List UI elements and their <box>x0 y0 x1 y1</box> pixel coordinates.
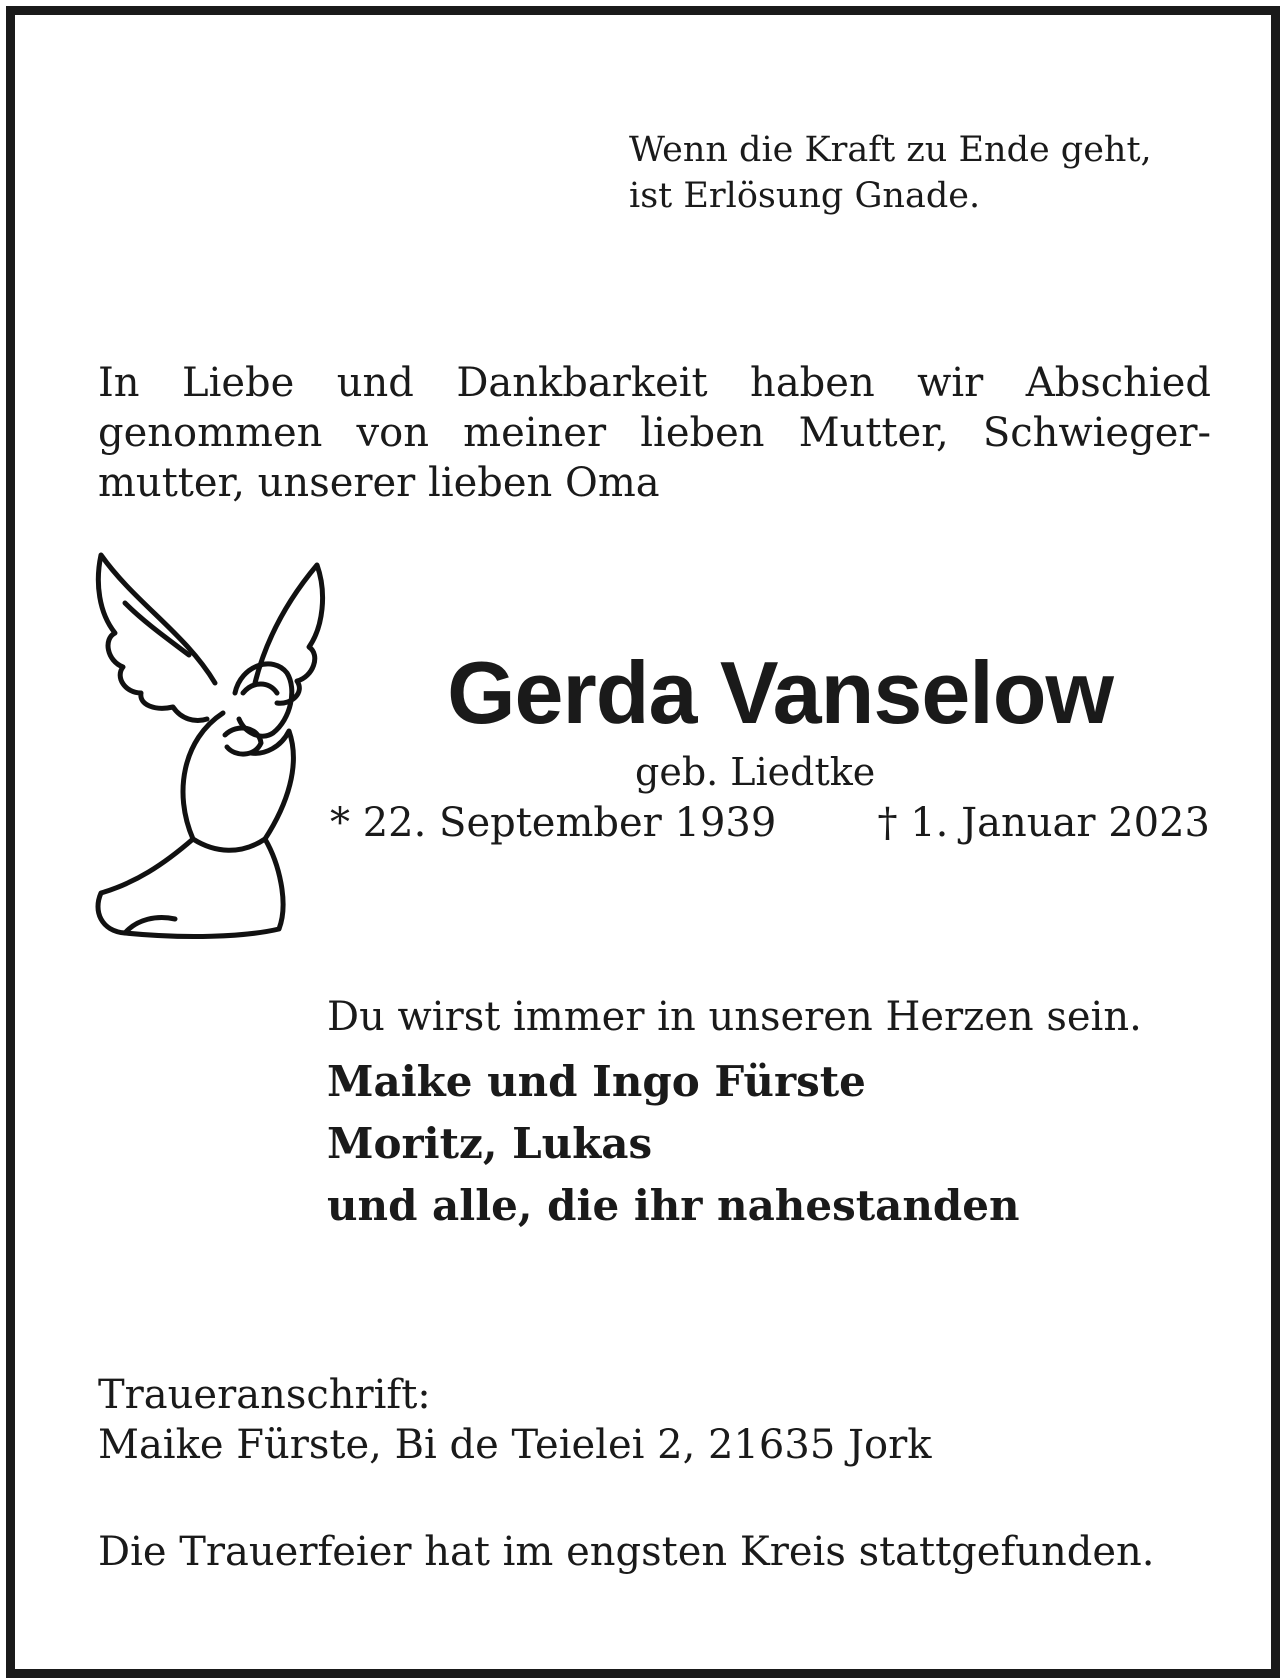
intro-line-3: mutter, unserer lieben Oma <box>98 460 660 506</box>
motto-line-2: ist Erlösung Gnade. <box>629 176 981 216</box>
intro-line-1: In Liebe und Dankbarkeit haben wir Abschied <box>98 360 1211 406</box>
mourner-line: und alle, die ihr nahestanden <box>327 1181 1020 1230</box>
motto-verse <box>629 127 1152 219</box>
deceased-name: Gerda Vanselow <box>447 643 1113 742</box>
birth-date: * 22. September 1939 <box>330 800 777 846</box>
motto-line-1: Wenn die Kraft zu Ende geht, <box>629 130 1152 170</box>
mourner-line: Moritz, Lukas <box>327 1119 653 1168</box>
closing-wish: Du wirst immer in unseren Herzen sein. <box>327 994 1142 1040</box>
address-value: Maike Fürste, Bi de Teielei 2, 21635 Jork <box>98 1422 932 1468</box>
ceremony-note: Die Trauerfeier hat im engsten Kreis stattgefunden. <box>98 1529 1155 1575</box>
mourner-line: Maike und Ingo Fürste <box>327 1057 866 1106</box>
mourning-address <box>98 1370 931 1470</box>
birth-name: geb. Liedtke <box>635 750 876 794</box>
intro-line-2: genommen von meiner lieben Mutter, Schwieger- <box>98 410 1211 456</box>
angel-illustration <box>65 543 345 943</box>
intro-text <box>98 358 1211 508</box>
address-label: Traueranschrift: <box>98 1372 431 1418</box>
death-date: † 1. Januar 2023 <box>877 800 1210 846</box>
obituary-frame <box>6 6 1280 1678</box>
mourners-list <box>327 1051 1020 1237</box>
